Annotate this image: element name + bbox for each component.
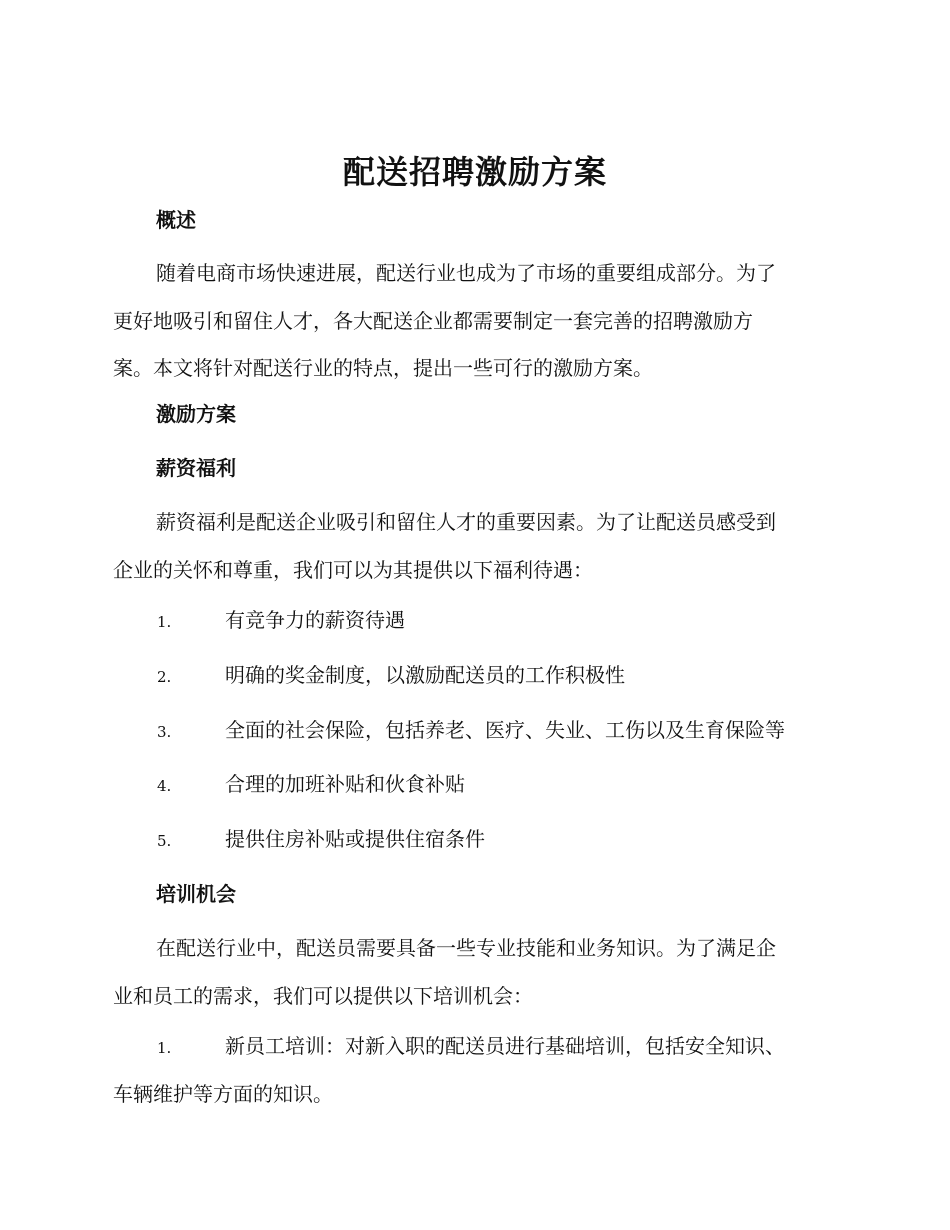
paragraph-line: 薪资福利是配送企业吸引和留住人才的重要因素。为了让配送员感受到 [156, 510, 776, 534]
list-number: 1. [157, 613, 172, 631]
list-number: 3. [157, 723, 172, 741]
list-item [113, 769, 843, 800]
paragraph-line: 业和员工的需求，我们可以提供以下培训机会： [113, 984, 533, 1008]
heading-incentive-plan: 激励方案 [156, 402, 236, 426]
paragraph-line: 企业的关怀和尊重，我们可以为其提供以下福利待遇： [113, 558, 593, 582]
list-text: 有竞争力的薪资待遇 [225, 608, 405, 632]
list-item [113, 1031, 843, 1110]
paragraph-line: 更好地吸引和留住人才，各大配送企业都需要制定一套完善的招聘激励方 [113, 309, 753, 333]
salary-paragraph [113, 507, 835, 586]
list-text: 提供住房补贴或提供住宿条件 [225, 827, 485, 851]
list-number: 2. [157, 668, 172, 686]
paragraph-line: 在配送行业中，配送员需要具备一些专业技能和业务知识。为了满足企 [156, 936, 776, 960]
paragraph-line: 随着电商市场快速进展，配送行业也成为了市场的重要组成部分。为了 [156, 261, 776, 285]
heading-overview: 概述 [156, 208, 196, 232]
list-text: 新员工培训：对新入职的配送员进行基础培训，包括安全知识、 [225, 1034, 785, 1058]
list-item [113, 715, 843, 746]
list-number: 1. [157, 1039, 172, 1057]
list-number: 4. [157, 777, 172, 795]
list-text-continuation: 车辆维护等方面的知识。 [113, 1082, 333, 1106]
list-text: 全面的社会保险，包括养老、医疗、失业、工伤以及生育保险等 [225, 718, 785, 742]
paragraph-line: 案。本文将针对配送行业的特点，提出一些可行的激励方案。 [113, 356, 653, 380]
list-number: 5. [157, 832, 172, 850]
heading-salary-benefits: 薪资福利 [156, 456, 236, 480]
list-text: 合理的加班补贴和伙食补贴 [225, 772, 465, 796]
heading-training: 培训机会 [156, 882, 236, 906]
list-text: 明确的奖金制度，以激励配送员的工作积极性 [225, 663, 625, 687]
document-title: 配送招聘激励方案 [342, 153, 607, 191]
overview-paragraph [113, 258, 835, 384]
list-item [113, 660, 843, 691]
list-item [113, 605, 843, 636]
training-paragraph [113, 933, 835, 1012]
list-item [113, 824, 843, 855]
